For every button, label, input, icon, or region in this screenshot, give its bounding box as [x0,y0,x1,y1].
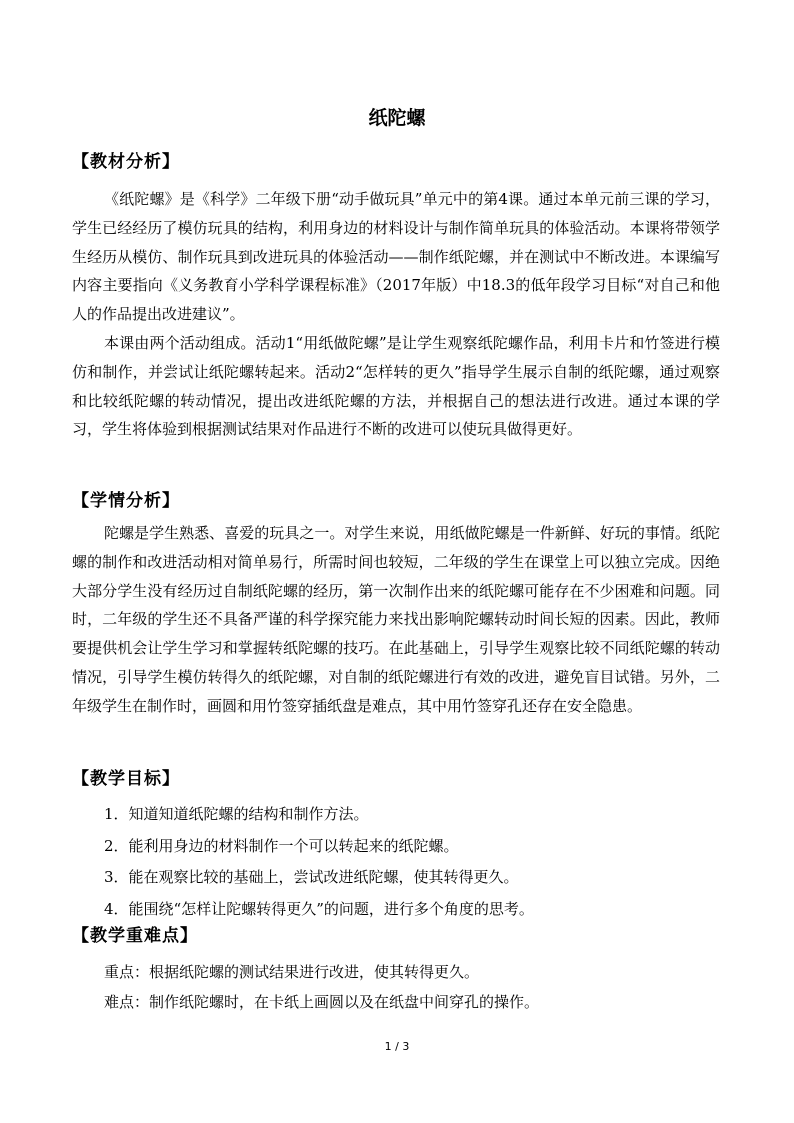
students-paragraph-1: 陀螺是学生熟悉、喜爱的玩具之一。对学生来说，用纸做陀螺是一件新鲜、好玩的事情。纸陀螺的制作和改进活动相对简单易行，所需时间也较短，二年级的学生在课堂上可以独立完成。因绝大部分学生没有经历过自制纸陀螺的经历，第一次制作出来的纸陀螺可能存在不少困难和问题。同时，二年级的学生还不具备严谨的科学探究能力来找出影响陀螺转动时间长短的因素。因此，教师要提供机会让学生学习和掌握转纸陀螺的技巧。在此基础上，引导学生观察比较不同纸陀螺的转动情况，引导学生模仿转得久的纸陀螺，对自制的纸陀螺进行有效的改进，避免盲目试错。另外，二年级学生在制作时，画圆和用竹签穿插纸盘是难点，其中用竹签穿孔还存在安全隐患。 [72,524,720,715]
goal-item: 3．能在观察比较的基础上，尝试改进纸陀螺，使其转得更久。 [104,868,519,886]
materials-paragraph-1: 《纸陀螺》是《科学》二年级下册“动手做玩具”单元中的第4课。通过本单元前三课的学习，学生已经经历了模仿玩具的结构，利用身边的材料设计与制作简单玩具的体验活动。本课将带领学生经历从模仿、制作玩具到改进玩具的体验活动——制作纸陀螺，并在测试中不断改进。本课编写内容主要指向《义务教育小学科学课程标准》（2017年版）中18.3的低年段学习目标“对自己和他人的作品提出改进建议”。 [72,190,720,324]
key-point-text: 重点：根据纸陀螺的测试结果进行改进，使其转得更久。 [104,963,480,981]
section-heading-goals: 【教学目标】 [72,769,180,789]
section-heading-students: 【学情分析】 [72,491,180,511]
difficulty-point-text: 难点：制作纸陀螺时，在卡纸上画圆以及在纸盘中间穿孔的操作。 [104,993,540,1011]
materials-paragraph-2: 本课由两个活动组成。活动1“用纸做陀螺”是让学生观察纸陀螺作品，利用卡片和竹签进行模仿和制作，并尝试让纸陀螺转起来。活动2“怎样转的更久”指导学生展示自制的纸陀螺，通过观察和比较纸陀螺的转动情况，提出改进纸陀螺的方法，并根据自己的想法进行改进。通过本课的学习，学生将体验到根据测试结果对作品进行不断的改进可以使玩具做得更好。 [72,334,720,439]
goal-item: 4．能围绕“怎样让陀螺转得更久”的问题，进行多个角度的思考。 [104,899,534,918]
section-heading-materials: 【教材分析】 [72,152,180,172]
goals-list [104,799,534,925]
goal-item: 2．能利用身边的材料制作一个可以转起来的纸陀螺。 [104,836,459,855]
section-heading-keypoints: 【教学重难点】 [72,926,198,946]
document-title: 纸陀螺 [368,107,426,129]
page-number: 1 / 3 [384,1040,410,1053]
goal-item: 1．知道知道纸陀螺的结构和制作方法。 [104,805,369,823]
